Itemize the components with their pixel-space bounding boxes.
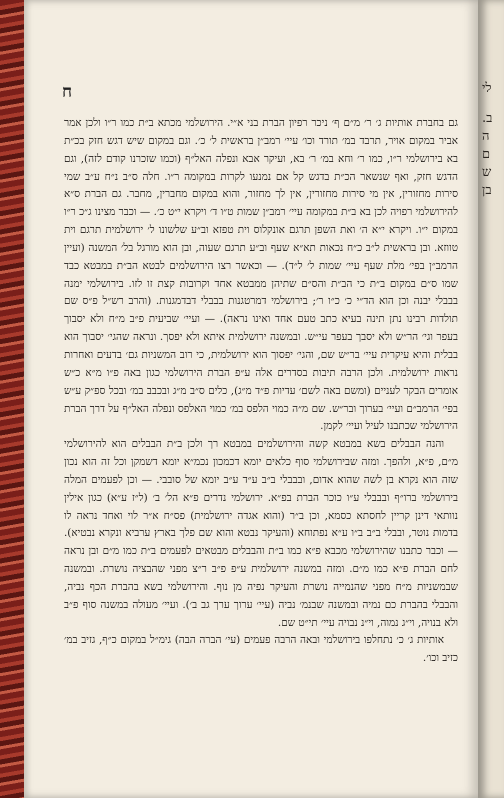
facing-page-fragment: ש — [482, 165, 492, 180]
paragraph-1: גם בחברת אותיות ג׳ ר׳ מ״ם ף׳ ניכר רפיון הברת בני א״י. הירושלמי מכתא ב״ת כמו ר״ו ולכן אמר אביר במקום אויר, תרבד במ׳ תורד וכו׳ עיי׳ רמב״ן בראשית ל׳ כ׳. וגם במקום שיש דגש חזק בכ״ת בא בירושלמי ר״ו, כמו ר׳ וחא במ׳ ר׳ בא, ועיקר אבא ונפלה האל״ף (וכמו שזכרנו קודם לזה), וגם הדגש חזק, ואף שנשאר הכ״ת בדגש קל אם נמנעו לקרות במקומה ר״ו. חלה ס״ב נ״ח ע״ב שמי סירות מחזורין, אין מי סירות מחזורין, אין לך מחזור, והוא במקום מחברין, מחבר. גם הברת ס״א להירושלמי רפויה לכן בא ב״ת במקומה עיי׳ רמב״ן שמות ט״ו ד׳ ויקרא י״ט כ׳. — וכבר מצינו ג״כ ר״ו במקום י״ו. ויקרא י״א ה׳ ואת השפן תרגם אונקלוס וית טפזא וב״ע שלשונו ל׳ ירושלמית תרגם וית טווזא. ובן בראשית ל״ב כ״ח נכאות תא״א שעף וב״ע תרגם שעוה, ובן הוא מורגל בל׳ המשנה (ועיין הרמב״ן בפי׳ מלת שעף עיי׳ שמות ל׳ ל״ד). — וכאשר רצו הירושלמים לבטא הב״ת במבטא כבד שמו ס״ם במקום ב״ת כי הב״ת והס״ם שתיהן ממבטא אחד וקרובות קצת זו לזו. בירושלמי ימנה בבבלי יבנה וכן הוא הד״י כ׳ כ״ו ר׳; בירושלמי דמרטגנות בבבלי דבדמגנות. (והרב רש״ל פ״ס שם תולדות רבינו נתן תינה בעיא כתב טעם אחד ואינו נראה). — ועיי׳ שביעית פ״ב מ״ח ולא יסבוך בעפר וגי׳ הר״ש ולא יסבך בעפר עי״ש. ובמשנה ירושלמית איתא ולא יפסך. ונראה שהגי׳ יסבוך הוא בבלית והיא עיקרית עיי׳ בר״ש שם, והגי׳ יפסוך הוא ירושלמית, כי רוב המשניות גם׳ בדעים ואחרות נראות ירושלמית. ולכן הרבה תיבות בסדרים אלה ע״פ הברת הירושלמי כגון באה פ״ו מ״א כ״ש אומרים הבקר לעניים (ומשם באה לשם׳ עדיות פ״ד מ״ג), כלים ס״ב מ״ג ובכבב במ׳ ובכל ספ״ק ע״ש בפי׳ הרמב״ם ועיי׳ בערוך ובר״ש. שם מ״ה כמוי הלפס במ׳ כמוי האלפס ונפלה האל״ף על דרך הברת הירושלמי שכתבנו לעיל ועיי׳ לקמן. — [64, 117, 458, 433]
paragraph-3: אותיות ג׳ כ׳ נתחלפו בירושלמי ובאה הרבה פעמים (עי׳ הברה הבה) גימ״ל במקום כ״ף, גזיב במ׳ כזיב וכו׳. — [64, 634, 458, 665]
facing-page-fragment: לי — [482, 81, 492, 96]
facing-page-fragment: בן — [482, 183, 492, 198]
facing-page-fragment: ה — [482, 129, 490, 144]
page-number: ח — [62, 82, 73, 102]
facing-page-fragment: ב. — [482, 111, 493, 126]
marbled-cover-edge — [0, 0, 26, 798]
facing-page-fragment: ם — [482, 147, 491, 162]
page-body-text — [64, 115, 458, 668]
paragraph-2: והנה הבבלים בשא במבטא קשה והירושלמים במבטא רך ולכן ב״ת הבבלים הוא להירושלמי מ״ם, פ״א, ולהפך. ומזה שבירושלמי סוף כלאים יומא דכמכון נכמ״א יומא דשמקן וכל זה הוא נכון שזה הוא נקרא בן לשה שהוא אדום, ובבבלי ב״ב ע״ד ע״ב יומא של סובבי. — וכן לפעמים המלה בירושלמי ברו״ף ובבבלי ע״ו כוכר הברת בפ״א. ירושלמי נדרים פ״א הל׳ ב׳ (ל״ז ע״א) כגון אילין נוותאי דינן קריין לחסתא כסמא, וכן ב״ר (והוא אגדה ירושלמית) פס״ח א״ר לוי ואחד נראה לו בדמות נוטר, ובבלי ב״ב ב״ו ע״א נפתוחא (והעיקר נבטא והוא שם פלך בארץ ערביא ונקרא נבטיא). — וכבר כתבנו שהירושלמי מכבא פ״א כמו ב״ת והבבלים מבטאים לפעמים ב״ת כמו מ״ם ובן נראה לחם הברת פ״א כמו מ״ם. ומזה במשנה ירושלמית ע״פ פ״ב ר״צ מפני שהבציה נושרת. ובמשנה שבמשניות מ״ח מפני שהנמייה נושרת והעיקר נפיה מן נוף. והירושלמי בשא בהברת הכף נביה, והבבלי בהברת כם נמיה ובמשנה שבנמ׳ נביה (עיי׳ ערוך ערך גב ב׳). ועיי׳ מעולה במשנה סוף פ״ב ולא בנויה, וי״ג נמוה, וי״נ נבויה עיי׳ תי״ט שם. — [64, 438, 458, 629]
facing-page-edge — [478, 0, 504, 798]
